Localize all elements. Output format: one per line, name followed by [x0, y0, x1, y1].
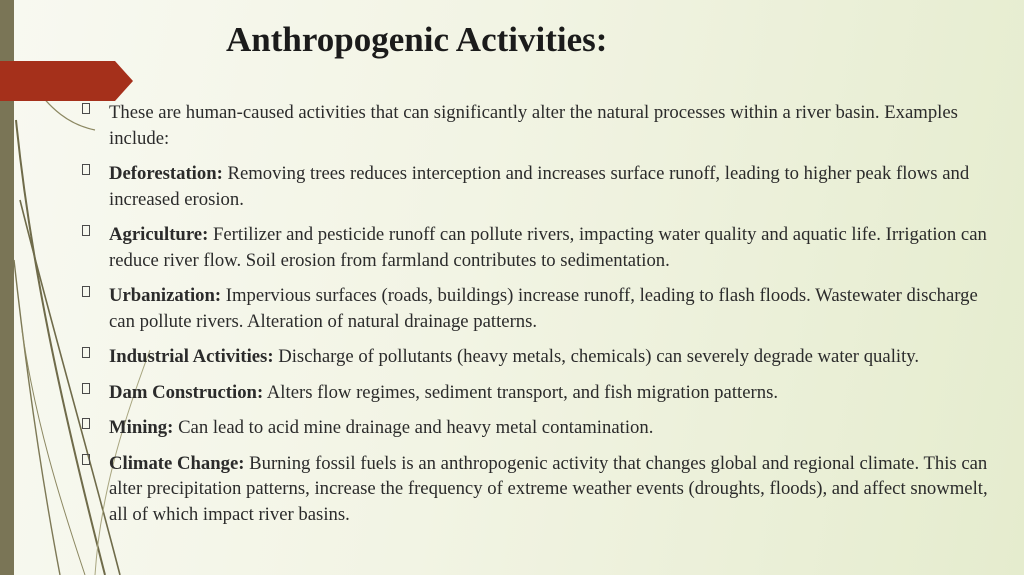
title-accent-arrow: [0, 61, 133, 101]
bullet-list: [82, 100, 1002, 537]
bullet-heading: Urbanization:: [109, 285, 222, 306]
bullet-square-icon: [82, 103, 90, 114]
slide-title: Anthropogenic Activities:: [226, 20, 608, 59]
bullet-item: [82, 283, 1002, 334]
bullet-item: [82, 100, 1002, 151]
bullet-square-icon: [82, 347, 90, 358]
bullet-item: [82, 451, 1002, 528]
bullet-square-icon: [82, 286, 90, 297]
bullet-text: Fertilizer and pesticide runoff can pollute rivers, impacting water quality and aquatic life. Irrigation can reduce river flow. Soil erosion from farmland contributes to sedimentation.: [109, 224, 987, 271]
bullet-item: [82, 344, 1002, 370]
bullet-text: Burning fossil fuels is an anthropogenic activity that changes global and regional climate. This can alter precipitation patterns, increase the frequency of extreme weather events (droughts, floods), and affect snowmelt, all of which impact river basins.: [109, 452, 988, 525]
bullet-text: Removing trees reduces interception and increases surface runoff, leading to higher peak flows and increased erosion.: [109, 163, 970, 210]
bullet-square-icon: [82, 418, 90, 429]
bullet-heading: Dam Construction:: [109, 381, 264, 403]
bullet-square-icon: [82, 225, 90, 236]
bullet-heading: Industrial Activities:: [109, 346, 274, 367]
bullet-item: [82, 222, 1002, 273]
bullet-heading: Climate Change:: [109, 452, 245, 474]
bullet-heading: Deforestation:: [109, 163, 223, 184]
bullet-square-icon: [82, 454, 90, 465]
bullet-item: [82, 415, 1002, 441]
bullet-text: Alters flow regimes, sediment transport, and fish migration patterns.: [263, 381, 779, 403]
bullet-text: Can lead to acid mine drainage and heavy metal contamination.: [173, 417, 654, 438]
bullet-text: These are human-caused activities that can significantly alter the natural processes within a river basin. Examples include:: [109, 102, 958, 149]
bullet-text: Discharge of pollutants (heavy metals, chemicals) can severely degrade water quality.: [273, 346, 920, 367]
bullet-heading: Agriculture:: [109, 224, 209, 245]
bullet-square-icon: [82, 383, 90, 394]
bullet-square-icon: [82, 164, 90, 175]
bullet-text: Impervious surfaces (roads, buildings) increase runoff, leading to flash floods. Wastewater discharge can pollute rivers. Alteration of natural drainage patterns.: [109, 285, 978, 332]
bullet-item: [82, 380, 1002, 406]
bullet-item: [82, 161, 1002, 212]
bullet-heading: Mining:: [109, 417, 174, 438]
